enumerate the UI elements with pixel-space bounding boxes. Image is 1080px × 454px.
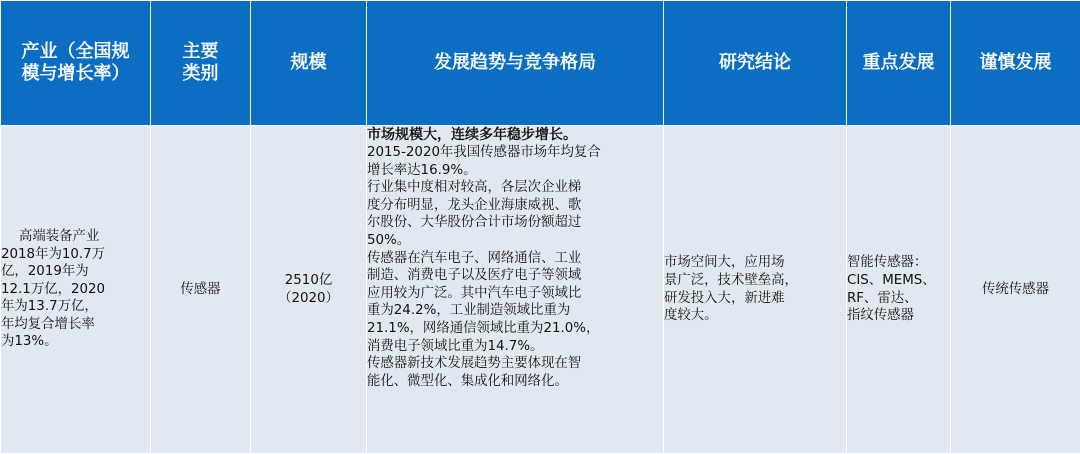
industry-line: 年均复合增长率 <box>1 316 150 334</box>
trend-line: 尔股份、大华股份合计市场份额超过 <box>367 214 663 232</box>
cell-scale <box>251 126 367 454</box>
header-category-line-2: 类别 <box>151 63 250 85</box>
header-row <box>1 1 1080 126</box>
header-industry-line-1: 产业（全国规 <box>1 41 150 63</box>
header-industry-line-2: 模与增长率） <box>1 63 150 85</box>
trend-line: 消费电子领域比重为14.7%。 <box>367 338 663 356</box>
trend-line: 增长率达16.9%。 <box>367 162 663 180</box>
industry-line: 2018年为10.7万 <box>1 246 150 264</box>
trend-line: 行业集中度相对较高，各层次企业梯 <box>367 179 663 197</box>
header-conclusion: 研究结论 <box>664 1 847 126</box>
trend-line: 重为24.2%，工业制造领域比重为 <box>367 302 663 320</box>
trend-line: 50%。 <box>367 232 663 250</box>
focus-line: CIS、MEMS、 <box>847 272 950 290</box>
conclusion-line: 景广泛，技术壁垒高， <box>664 272 846 290</box>
trend-line: 传感器新技术发展趋势主要体现在智 <box>367 355 663 373</box>
cell-conclusion <box>664 126 847 454</box>
trend-line: 能化、微型化、集成化和网络化。 <box>367 373 663 391</box>
focus-line: 智能传感器： <box>847 254 950 272</box>
focus-line: RF、雷达、 <box>847 290 950 308</box>
conclusion-line: 研发投入大，新进难 <box>664 290 846 308</box>
header-category-line-1: 主要 <box>151 41 250 63</box>
trend-line: 度分布明显，龙头企业海康威视、歌 <box>367 197 663 215</box>
industry-line: 高端装备产业 <box>1 228 150 246</box>
trend-line: 2015-2020年我国传感器市场年均复合 <box>367 144 663 162</box>
cell-industry <box>1 126 151 454</box>
industry-line: 亿，2019年为 <box>1 263 150 281</box>
trend-line: 21.1%，网络通信领域比重为21.0%， <box>367 320 663 338</box>
header-trend: 发展趋势与竞争格局 <box>367 1 664 126</box>
scale-year: （2020） <box>251 290 366 308</box>
trend-line: 制造、消费电子以及医疗电子等领域 <box>367 267 663 285</box>
industry-line: 年为13.7万亿， <box>1 298 150 316</box>
conclusion-line: 度较大。 <box>664 307 846 325</box>
table-row <box>1 126 1080 454</box>
header-scale: 规模 <box>251 1 367 126</box>
industry-line: 12.1万亿，2020 <box>1 281 150 299</box>
conclusion-line: 市场空间大，应用场 <box>664 254 846 272</box>
trend-line: 应用较为广泛。其中汽车电子领域比 <box>367 285 663 303</box>
focus-line: 指纹传感器 <box>847 307 950 325</box>
header-industry <box>1 1 151 126</box>
cell-trend <box>367 126 664 454</box>
header-focus: 重点发展 <box>847 1 951 126</box>
header-category <box>151 1 251 126</box>
scale-value: 2510亿 <box>251 272 366 290</box>
trend-title: 市场规模大，连续多年稳步增长。 <box>367 126 663 144</box>
trend-line: 传感器在汽车电子、网络通信、工业 <box>367 250 663 268</box>
cell-caution: 传统传感器 <box>951 126 1080 454</box>
cell-focus <box>847 126 951 454</box>
header-caution: 谨慎发展 <box>951 1 1080 126</box>
industry-line: 为13%。 <box>1 333 150 351</box>
cell-category: 传感器 <box>151 126 251 454</box>
